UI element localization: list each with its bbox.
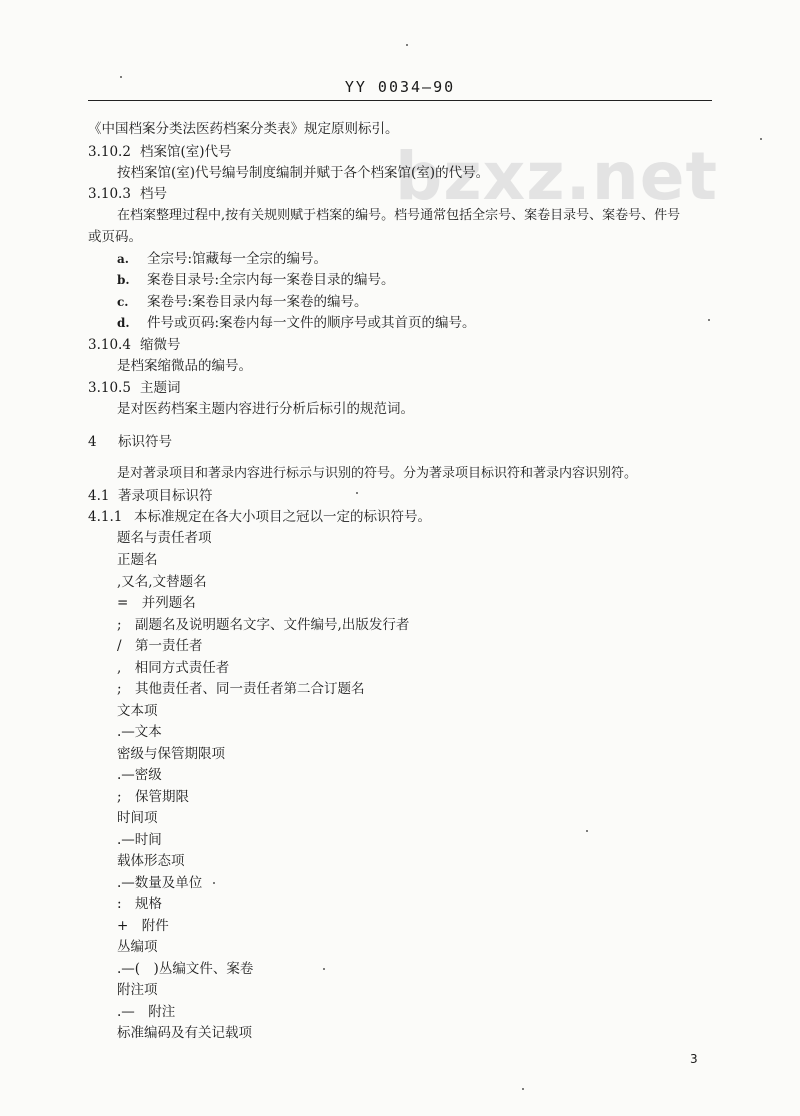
clause-heading <box>88 143 232 161</box>
paragraph-line: 《中国档案分类法医药档案分类表》规定原则标引。 <box>88 121 399 137</box>
list-marker: d. <box>117 316 130 330</box>
list-item: .—( )丛编文件、案卷 <box>117 961 254 977</box>
list-item: 题名与责任者项 <box>117 530 212 546</box>
list-item: 载体形态项 <box>117 853 185 869</box>
clause-title: 档案馆(室)代号 <box>140 144 232 160</box>
paragraph-line: 是对医药档案主题内容进行分析后标引的规范词。 <box>117 401 414 417</box>
list-item: 文本项 <box>117 703 158 719</box>
list-text: 件号或页码:案卷内每一文件的顺序号或其首页的编号。 <box>147 315 476 331</box>
scan-speck <box>120 76 122 78</box>
clause-title: 缩微号 <box>140 337 181 353</box>
clause-title: 主题词 <box>140 380 181 396</box>
clause-number: 4.1.1 <box>88 509 123 525</box>
clause-heading <box>88 379 181 397</box>
scan-speck <box>356 492 358 494</box>
list-item: ; 保管期限 <box>117 789 190 805</box>
header-rule <box>88 100 712 101</box>
paragraph-line: 是档案缩微品的编号。 <box>117 358 252 374</box>
list-item: ; 副题名及说明题名文字、文件编号,出版发行者 <box>117 617 410 633</box>
list-item: 密级与保管期限项 <box>117 746 225 762</box>
section-number: 4 <box>88 434 97 450</box>
document-header-code: YY 0034—90 <box>344 78 456 96</box>
clause-heading <box>88 185 167 203</box>
list-item: ; 其他责任者、同一责任者第二合订题名 <box>117 681 365 697</box>
clause-number: 3.10.4 <box>88 337 131 353</box>
clause-title: 本标准规定在各大小项目之冠以一定的标识符号。 <box>134 509 431 525</box>
list-item <box>117 314 476 332</box>
list-text: 案卷目录号:全宗内每一案卷目录的编号。 <box>147 272 395 288</box>
list-marker: c. <box>117 295 129 309</box>
clause-heading <box>88 487 213 505</box>
scan-speck <box>708 319 710 321</box>
clause-number: 3.10.5 <box>88 380 131 396</box>
clause-title: 著录项目标识符 <box>118 488 213 504</box>
list-item: 时间项 <box>117 810 158 826</box>
list-item <box>117 250 327 268</box>
list-item: , 相同方式责任者 <box>117 660 230 676</box>
list-item <box>117 271 395 289</box>
scan-speck <box>213 882 215 884</box>
scan-speck <box>323 968 325 970</box>
section-heading <box>88 433 172 451</box>
list-item: / 第一责任者 <box>117 638 203 654</box>
page-number: 3 <box>690 1052 698 1066</box>
clause-number: 3.10.3 <box>88 186 131 202</box>
list-item: + 附件 <box>117 918 169 934</box>
paragraph-line: 或页码。 <box>88 229 142 245</box>
list-marker: b. <box>117 273 130 287</box>
list-item: 标准编码及有关记载项 <box>117 1025 252 1041</box>
watermark: bzxz.net <box>395 138 719 215</box>
list-item: .—数量及单位 <box>117 875 203 891</box>
list-marker: a. <box>117 252 129 266</box>
list-item: .—文本 <box>117 724 162 740</box>
list-item: : 规格 <box>117 896 163 912</box>
list-text: 全宗号:馆藏每一全宗的编号。 <box>147 251 328 267</box>
list-text: 案卷号:案卷目录内每一案卷的编号。 <box>147 294 368 310</box>
list-item: 丛编项 <box>117 939 158 955</box>
scan-speck <box>760 138 762 140</box>
list-item: .—时间 <box>117 832 162 848</box>
scan-speck <box>406 44 408 46</box>
scan-speck <box>586 830 588 832</box>
list-item: .— 附注 <box>117 1004 176 1020</box>
list-item: .—密级 <box>117 767 162 783</box>
list-item: 正题名 <box>117 552 158 568</box>
clause-number: 4.1 <box>88 488 110 504</box>
clause-heading <box>88 336 181 354</box>
clause-heading <box>88 508 431 526</box>
clause-number: 3.10.2 <box>88 144 131 160</box>
paragraph-line: 是对著录项目和著录内容进行标示与识别的符号。分为著录项目标识符和著录内容识别符。 <box>117 466 638 481</box>
paragraph-line: 按档案馆(室)代号编号制度编制并赋于各个档案馆(室)的代号。 <box>117 165 490 181</box>
list-item <box>117 293 368 311</box>
paragraph-line: 在档案整理过程中,按有关规则赋于档案的编号。档号通常包括全宗号、案卷目录号、案卷号、件号 <box>117 208 681 223</box>
list-item: 附注项 <box>117 982 158 998</box>
list-item: = 并列题名 <box>117 595 196 611</box>
list-item: ,又名,文替题名 <box>117 574 207 590</box>
scan-speck <box>522 1088 524 1090</box>
clause-title: 档号 <box>140 186 167 202</box>
section-title: 标识符号 <box>118 434 172 450</box>
